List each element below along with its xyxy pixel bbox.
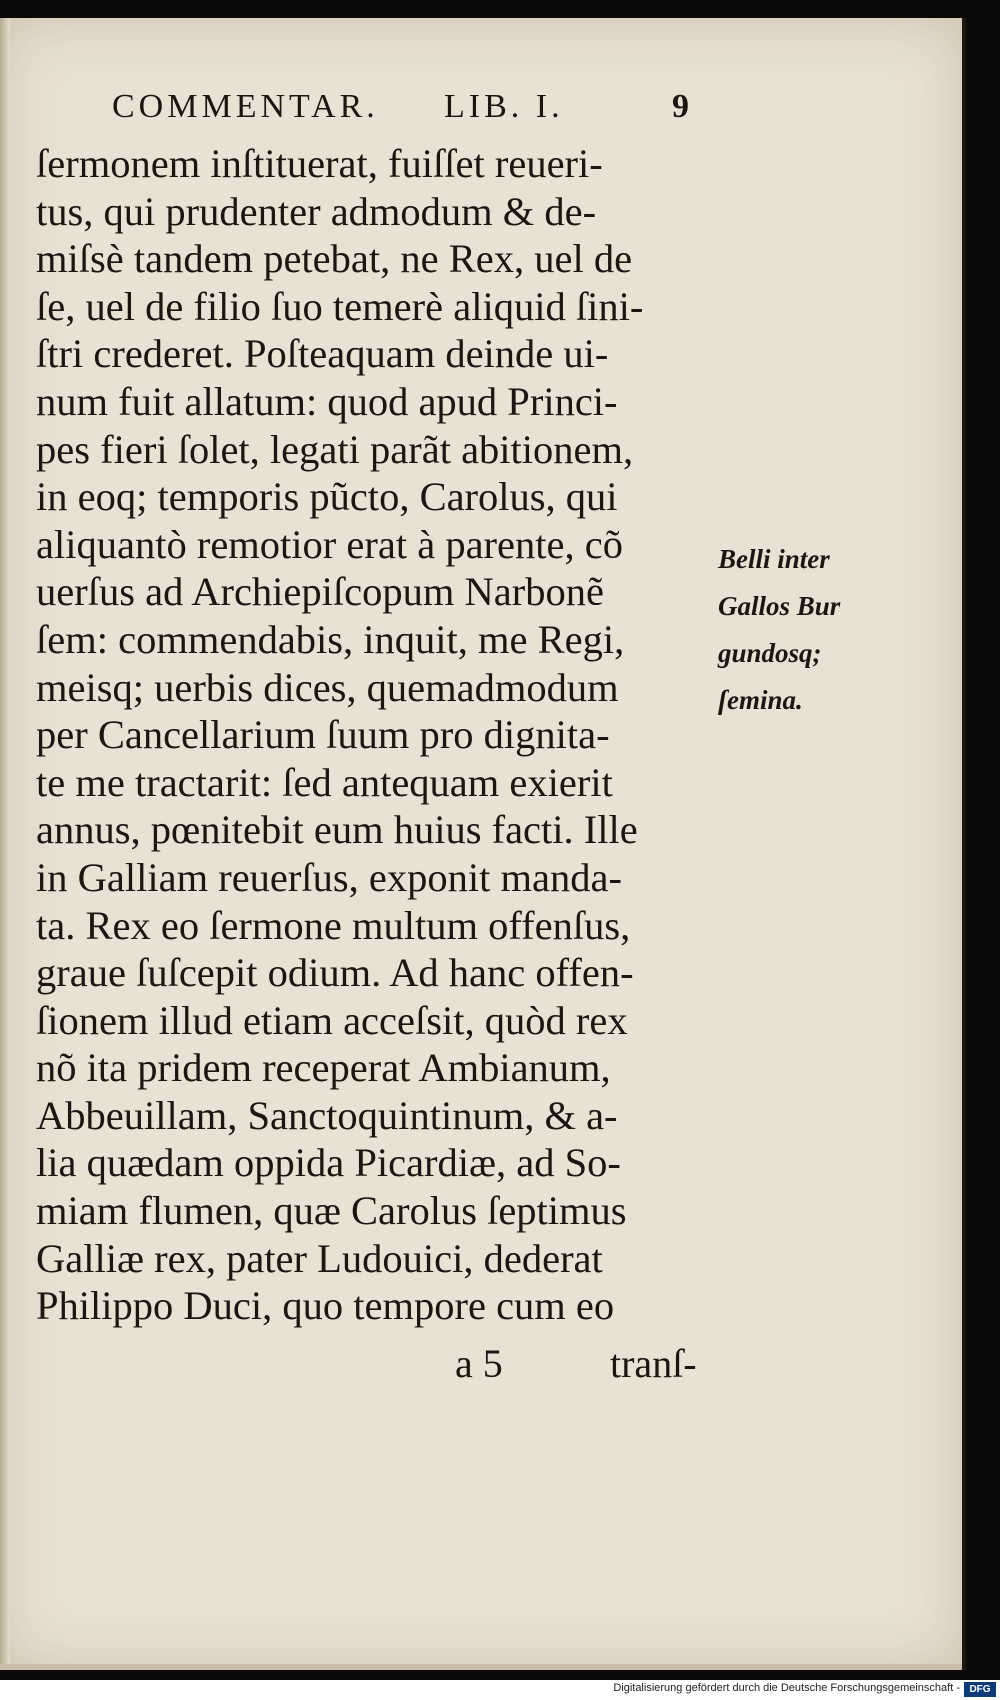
text-line: ſermonem inſtituerat, fuiſſet reueri-	[36, 141, 603, 186]
page-bottom-edge	[0, 1664, 962, 1670]
body-text	[36, 140, 726, 1330]
text-line: num fuit allatum: quod apud Princi-	[36, 378, 618, 424]
folio-number: 9	[672, 88, 693, 125]
text-line: graue ſuſcepit odium. Ad hanc offen-	[36, 950, 634, 996]
text-line: ſem: commendabis, inquit, me Regi,	[36, 616, 625, 662]
marginal-note-line: Gallos Bur	[718, 591, 841, 621]
marginal-note-line: Belli inter	[718, 544, 830, 574]
text-line: ta. Rex eo ſermone multum offenſus,	[36, 902, 631, 948]
digitization-footer	[0, 1680, 1000, 1700]
text-line: miam flumen, quæ Carolus ſeptimus	[36, 1188, 627, 1234]
text-line: in eoq; temporis pũcto, Carolus, qui	[36, 474, 618, 520]
text-line: per Cancellarium ſuum pro dignita-	[36, 712, 610, 758]
catchline	[455, 1340, 775, 1386]
catchword: tranſ-	[610, 1341, 697, 1386]
signature-mark: a 5	[455, 1341, 503, 1386]
text-line: in Galliam reuerſus, exponit manda-	[36, 854, 622, 900]
running-head-book: LIB. I.	[444, 88, 564, 125]
running-head	[112, 88, 712, 128]
text-line: ſtri crederet. Poſteaquam deinde ui-	[36, 331, 609, 377]
text-line: te me tractarit: ſed antequam exierit	[36, 759, 613, 805]
footer-credit: Digitalisierung gefördert durch die Deutsche Forschungsgemeinschaft -	[613, 1682, 960, 1694]
text-line: Galliæ rex, pater Ludouici, dederat	[36, 1235, 603, 1281]
text-line: meisq; uerbis dices, quemadmodum	[36, 664, 619, 710]
text-line: lia quædam oppida Picardiæ, ad So-	[36, 1140, 621, 1186]
text-line: ſe, uel de filio ſuo temerè aliquid ſini-	[36, 283, 644, 329]
marginal-note	[718, 536, 958, 724]
text-line: annus, pœnitebit eum huius facti. Ille	[36, 807, 638, 853]
running-head-title: COMMENTAR.	[112, 88, 379, 125]
text-line: uerſus ad Archiepiſcopum Narbonẽ	[36, 569, 604, 615]
text-line: aliquantò remotior erat à parente, cõ	[36, 521, 623, 567]
marginal-note-line: ſemina.	[718, 685, 803, 715]
dfg-logo: DFG	[964, 1682, 996, 1697]
text-line: Abbeuillam, Sanctoquintinum, & a-	[36, 1092, 618, 1138]
text-line: miſsè tandem petebat, ne Rex, uel de	[36, 236, 633, 282]
text-line: Philippo Duci, quo tempore cum eo	[36, 1283, 615, 1329]
page-gutter-shadow	[0, 18, 10, 1670]
text-line: ſionem illud etiam acceſsit, quòd rex	[36, 997, 628, 1043]
marginal-note-line: gundosq;	[718, 638, 822, 668]
text-line: pes fieri ſolet, legati parãt abitionem,	[36, 426, 634, 472]
text-line: nõ ita pridem receperat Ambianum,	[36, 1045, 611, 1091]
text-line: tus, qui prudenter admodum & de-	[36, 188, 597, 234]
